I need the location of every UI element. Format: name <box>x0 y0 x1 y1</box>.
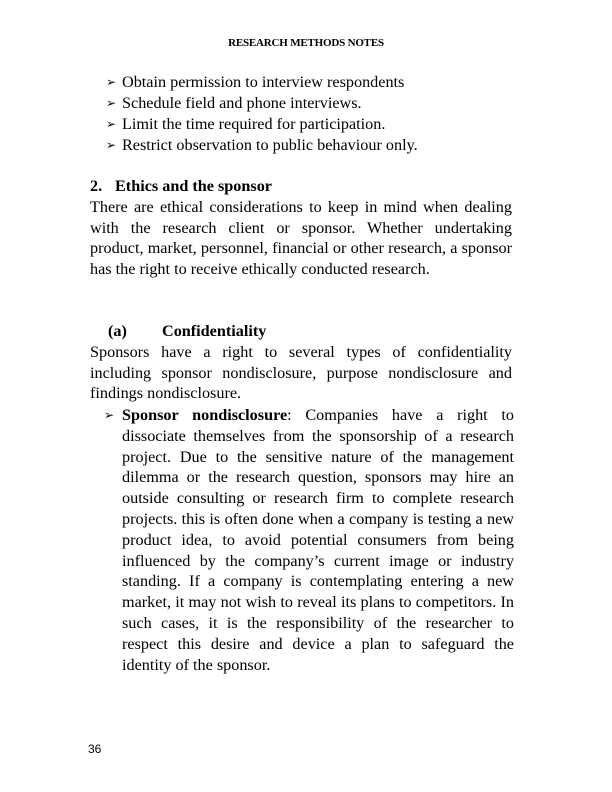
bullet-term: Sponsor nondisclosure <box>122 406 288 424</box>
section-paragraph: There are ethical considerations to keep in mind when dealing with the research client or sponsor. Whether undertaking product, market, personnel, financial or other research, a sponsor has the right to receive ethically conducted research. <box>90 197 512 279</box>
list-item <box>106 135 526 156</box>
page-number: 36 <box>88 742 102 756</box>
subsection-paragraph: Sponsors have a right to several types of confidentiality including sponsor nondisclosure, purpose nondisclosure and findings nondisclosure. <box>90 342 512 403</box>
list-item <box>106 72 526 93</box>
section-number: 2. <box>90 177 103 195</box>
list-item-text: Schedule field and phone interviews. <box>122 94 362 112</box>
arrow-bullet-icon: ➢ <box>106 96 117 110</box>
sponsor-nondisclosure-item <box>104 405 514 675</box>
list-item-text: Obtain permission to interview respondents <box>122 73 405 91</box>
list-item-text: Restrict observation to public behaviour only. <box>122 136 418 154</box>
arrow-bullet-icon: ➢ <box>106 117 117 131</box>
arrow-bullet-icon: ➢ <box>106 138 117 152</box>
bullet-description: : Companies have a right to dissociate themselves from the sponsorship of a research project. Due to the sensitive nature of the management dilemma or the research question, sponsors may hire an outside consulting or research firm to complete research projects. this is often done when a company is testing a new product idea, to avoid potential consumers from being influenced by the company’s current image or industry standing. If a company is contemplating entering a new market, it may not wish to reveal its plans to competitors. In such cases, it is the responsibility of the researcher to respect this desire and device a plan to safeguard the identity of the sponsor. <box>122 406 514 674</box>
arrow-bullet-icon: ➢ <box>106 75 117 89</box>
subsection-confidentiality <box>90 321 512 404</box>
subsection-label: (a) <box>108 322 127 340</box>
arrow-bullet-icon: ➢ <box>104 408 115 422</box>
subsection-title: Confidentiality <box>162 322 267 340</box>
top-bullet-list <box>106 72 526 156</box>
list-item-text <box>122 405 514 675</box>
list-item-text: Limit the time required for participation. <box>122 115 386 133</box>
section-heading <box>90 176 512 197</box>
list-item <box>106 114 526 135</box>
section-ethics-sponsor <box>90 176 512 280</box>
list-item <box>106 93 526 114</box>
running-header: RESEARCH METHODS NOTES <box>228 37 384 49</box>
subsection-heading <box>90 321 512 342</box>
section-title: Ethics and the sponsor <box>115 177 272 195</box>
